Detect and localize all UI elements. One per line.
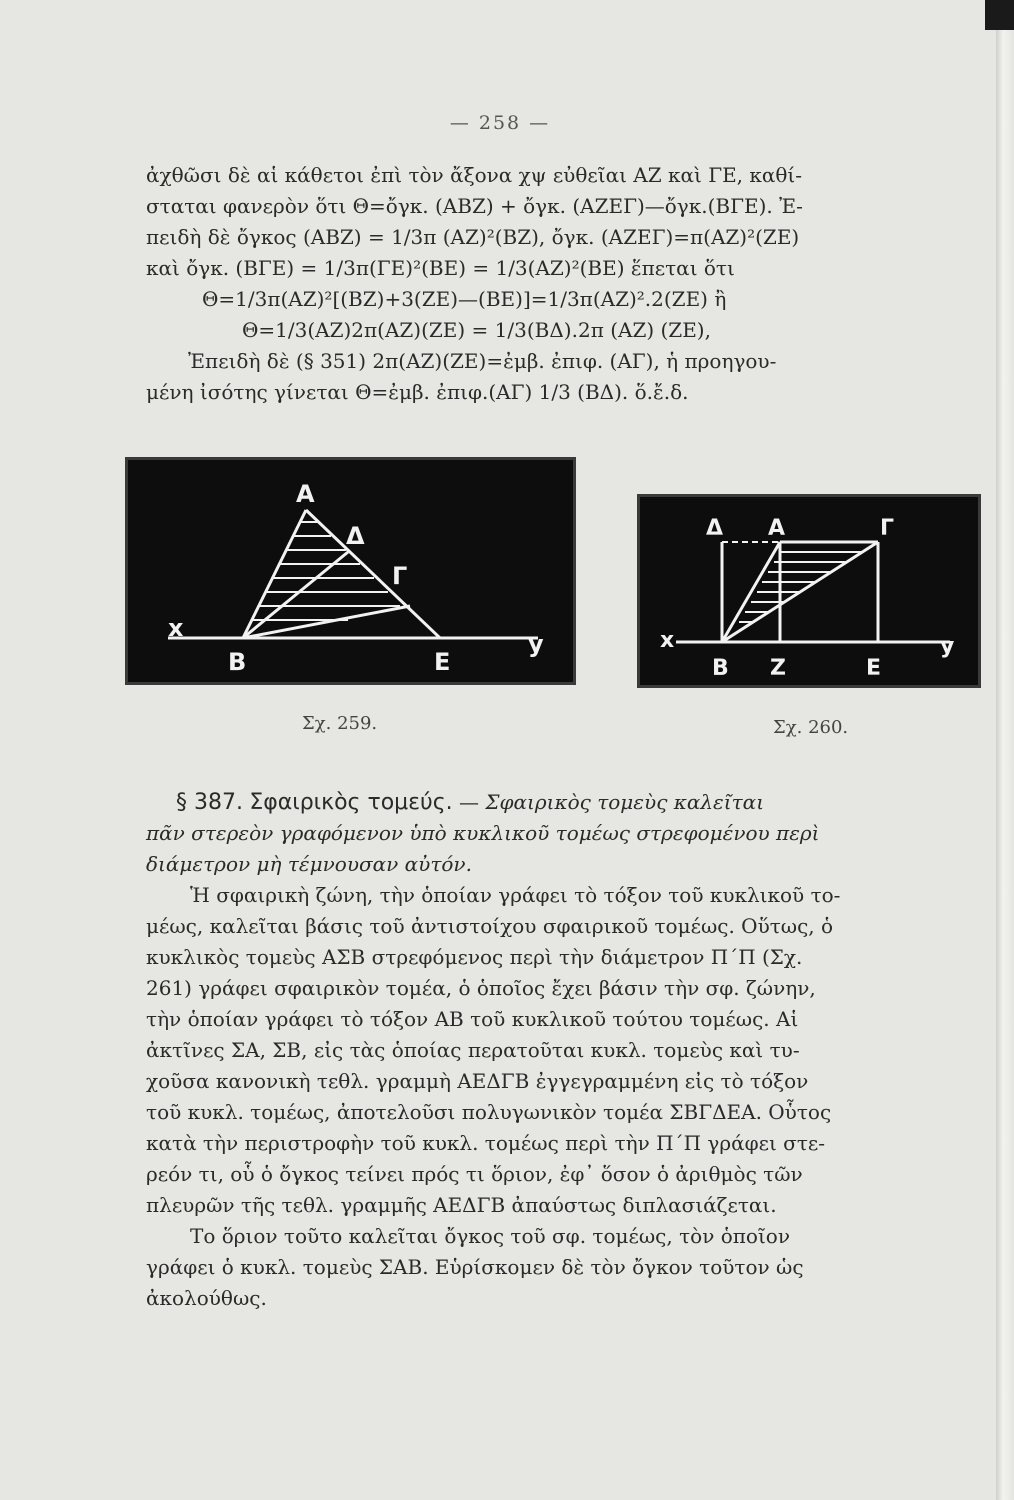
label-gamma: Γ [392,562,408,590]
body-line: ρεόν τι, οὗ ὁ ὄγκος τείνει πρός τι ὅριον, ἐφ᾽ ὅσον ὁ ἀριθμὸς τῶν [146,1162,803,1186]
body-line: κυκλικὸς τομεὺς ΑΣΒ στρεφόμενος περὶ τὴν διάμετρον Π΄Π (Σχ. [146,945,803,969]
definition-text: Σφαιρικὸς τομεὺς καλεῖται [485,790,765,814]
label-delta: Δ [346,522,365,550]
text-line: καὶ ὄγκ. (ΒΓΕ) = 1/3π(ΓΕ)²(ΒΕ) = 1/3(ΑΖ)²(ΒΕ) ἕπεται ὅτι [146,256,735,280]
figure-260 [637,494,981,688]
body-line: ἀκολούθως. [146,1286,267,1310]
page-corner-shadow [985,0,1014,30]
label-x: x [168,614,184,642]
figure-260-caption: Σχ. 260. [773,717,849,738]
label-A: Α [296,480,315,508]
figure-260-drawing [640,497,978,685]
label-E: Ε [866,656,882,681]
segment-BA [243,510,306,638]
body-line: 261) γράφει σφαιρικὸν τομέα, ὁ ὁποῖος ἔχει βάσιν τὴν σφ. ζώνην, [146,976,816,1000]
equation-line: Θ=1/3π(ΑΖ)²[(ΒΖ)+3(ΖΕ)—(ΒΕ)]=1/3π(ΑΖ)².2(ΖΕ) ἢ [202,287,727,311]
section-dash: — [459,790,480,814]
body-line: Το ὅριον τοῦτο καλεῖται ὄγκος τοῦ σφ. τομέως, τὸν ὁποῖον [190,1224,790,1248]
label-delta: Δ [706,516,724,541]
label-y: y [940,634,955,659]
section-387 [146,787,958,1314]
figure-259-caption: Σχ. 259. [302,713,378,734]
body-line: χοῦσα κανονικὴ τεθλ. γραμμὴ ΑΕΔΓΒ ἐγγεγραμμένη εἰς τὸ τόξον [146,1069,809,1093]
page-edge [996,0,1014,1500]
page-number: — 258 — [449,112,551,134]
equation-line: Θ=1/3(ΑΖ)2π(ΑΖ)(ΖΕ) = 1/3(ΒΔ).2π (ΑΖ) (ΖΕ), [242,318,711,342]
text-line: μένη ἰσότης γίνεται Θ=ἐμβ. ἐπιφ.(ΑΓ) 1/3 (ΒΔ). ὅ.ἔ.δ. [146,380,689,404]
section-heading-line [146,787,958,818]
figure-259 [125,457,576,685]
definition-line: διάμετρον μὴ τέμνουσαν αὐτόν. [146,852,472,876]
label-x: x [660,628,675,653]
body-line: τοῦ κυκλ. τομέως, ἀποτελοῦσι πολυγωνικὸν τομέα ΣΒΓΔΕΑ. Οὗτος [146,1100,832,1124]
body-line: πλευρῶν τῆς τεθλ. γραμμῆς ΑΕΔΓΒ ἀπαύστως διπλασιάζεται. [146,1193,777,1217]
label-B: Β [228,648,247,676]
label-gamma: Γ [880,516,895,541]
section-title: Σφαιρικὸς τομεύς. [249,790,453,815]
label-A: Α [768,516,786,541]
label-y: y [528,630,544,658]
label-E: Ε [434,648,451,676]
text-line: Ἐπειδὴ δὲ (§ 351) 2π(ΑΖ)(ΖΕ)=ἐμβ. ἐπιφ. (ΑΓ), ἡ προηγου- [188,349,777,373]
figure-259-drawing [128,460,573,682]
segment-AE [306,510,440,638]
label-B: Β [712,656,729,681]
body-line: Ἡ σφαιρικὴ ζώνη, τὴν ὁποίαν γράφει τὸ τόξον τοῦ κυκλικοῦ το- [190,883,841,907]
top-paragraph [146,160,958,408]
body-line: ἀκτῖνες ΣΑ, ΣΒ, εἰς τὰς ὁποίας περατοῦται κυκλ. τομεὺς καὶ τυ- [146,1038,800,1062]
body-line: τὴν ὁποίαν γράφει τὸ τόξον ΑΒ τοῦ κυκλικοῦ τούτου τομέως. Αἱ [146,1007,799,1031]
section-number: § 387. [176,790,243,815]
label-Z: Ζ [770,656,786,681]
body-line: κατὰ τὴν περιστροφὴν τοῦ κυκλ. τομέως περὶ τὴν Π΄Π γράφει στε- [146,1131,826,1155]
definition-line: πᾶν στερεὸν γραφόμενον ὑπὸ κυκλικοῦ τομέως στρεφομένου περὶ [146,821,820,845]
body-line: μέως, καλεῖται βάσις τοῦ ἀντιστοίχου σφαιρικοῦ τομέως. Οὕτως, ὁ [146,914,834,938]
text-line: ἀχθῶσι δὲ αἱ κάθετοι ἐπὶ τὸν ἄξονα χψ εὐθεῖαι ΑΖ καὶ ΓΕ, καθί- [146,163,803,187]
segment-BG [243,606,410,638]
text-line: σταται φανερὸν ὅτι Θ=ὄγκ. (ΑΒΖ) + ὄγκ. (ΑΖΕΓ)—ὄγκ.(ΒΓΕ). Ἐ- [146,194,803,218]
body-line: γράφει ὁ κυκλ. τομεὺς ΣΑΒ. Εὑρίσκομεν δὲ τὸν ὄγκον τοῦτον ὡς [146,1255,804,1279]
text-line: πειδὴ δὲ ὄγκος (ΑΒΖ) = 1/3π (ΑΖ)²(ΒΖ), ὄγκ. (ΑΖΕΓ)=π(ΑΖ)²(ΖΕ) [146,225,800,249]
